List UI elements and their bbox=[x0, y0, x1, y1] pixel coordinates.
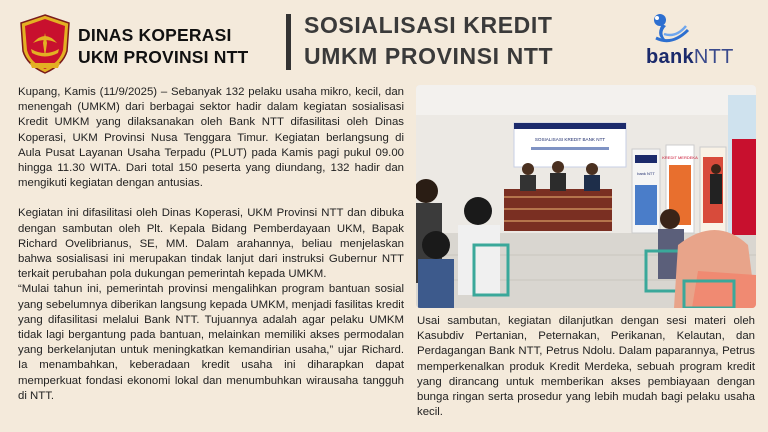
event-photo-illustration bbox=[416, 85, 756, 308]
bank-name-light: NTT bbox=[693, 46, 734, 68]
article-right-column bbox=[417, 314, 755, 420]
bank-ntt-logo-icon bbox=[648, 12, 692, 46]
article-paragraph-4: Usai sambutan, kegiatan dilanjutkan dengan sesi materi oleh Kasubdiv Pertanian, Peternakan, Perikanan, Kelautan, dan Perdagangan Bank NTT, Petrus Ndolu. Dalam paparannya, Petrus memperkenalkan produk Kredit Merdeka, sebuah program kredit yang dirancang untuk memberikan akses pembiayaan dengan bunga ringan serta prosedur yang lebih mudah bagi pelaku usaha kecil. bbox=[417, 315, 755, 419]
bank-name bbox=[646, 46, 734, 69]
article-paragraph-2: Kegiatan ini difasilitasi oleh Dinas Koperasi, UKM Provinsi NTT dan dibuka dengan sambutan oleh Plt. Kepala Bidang Pemberdayaan UKM, Bapak Richard Ovelibrianus, SE, MM. Dalam arahannya, beliau menjelaskan bahwa sosialisasi ini merupakan tindak lanjut dari instruksi Gubernur NTT terkait perubahan pola dukungan pemerintah kepada UMKM. bbox=[18, 207, 404, 281]
header-divider bbox=[286, 14, 291, 70]
photo-standee-left: bank NTT bbox=[637, 171, 655, 176]
article-left-column bbox=[18, 85, 404, 404]
article-paragraph-1: Kupang, Kamis (11/9/2025) – Sebanyak 132 pelaku usaha mikro, kecil, dan menengah (UMKM) dari berbagai sektor hadir dalam kegiatan sosialisasi Kredit UMKM yang dilaksanakan oleh Bank NTT difasilitasi oleh Dinas Koperasi, UKM Provinsi Nusa Tenggara Timur. Kegiatan berlangsung di Aula Pusat Layanan Usaha Terpadu (PLUT) pada Kamis pagi pukul 09.00 hingga 11.30 WITA. Dari total 150 peserta yang diundang, 132 hadir dan mengikuti kegiatan dengan antusias. bbox=[18, 86, 404, 190]
department-line-1: DINAS KOPERASI bbox=[78, 25, 232, 45]
department-name bbox=[78, 24, 248, 68]
page-header bbox=[0, 0, 768, 80]
title-line-1: SOSIALISASI KREDIT bbox=[304, 12, 553, 38]
event-photo bbox=[416, 85, 756, 308]
page-title bbox=[304, 10, 553, 72]
photo-banner-text: SOSIALISASI KREDIT BANK NTT bbox=[534, 137, 606, 142]
photo-standee-right: KREDIT MERDEKA bbox=[662, 155, 698, 160]
bank-name-bold: bank bbox=[646, 46, 694, 68]
provincial-crest-icon bbox=[18, 13, 72, 75]
article-paragraph-3: “Mulai tahun ini, pemerintah provinsi mengalihkan program bantuan sosial yang sebelumnya diberikan langsung kepada UMKM, menjadi fasilitas kredit yang difasilitasi melalui Bank NTT. Tujuannya adalah agar pelaku UMKM tidak lagi bergantung pada bantuan, melainkan memiliki akses permodalan yang berkelanjutan untuk meningkatkan kemandirian usaha,” ujar Richard. Ia menambahkan, keberadaan kredit usaha ini diharapkan dapat memperkuat fondasi ekonomi lokal dan menumbuhkan wirausaha tangguh di NTT. bbox=[18, 283, 404, 402]
bank-ntt-logo bbox=[640, 12, 750, 70]
department-line-2: UKM PROVINSI NTT bbox=[78, 47, 249, 67]
title-line-2: UMKM PROVINSI NTT bbox=[304, 43, 554, 69]
